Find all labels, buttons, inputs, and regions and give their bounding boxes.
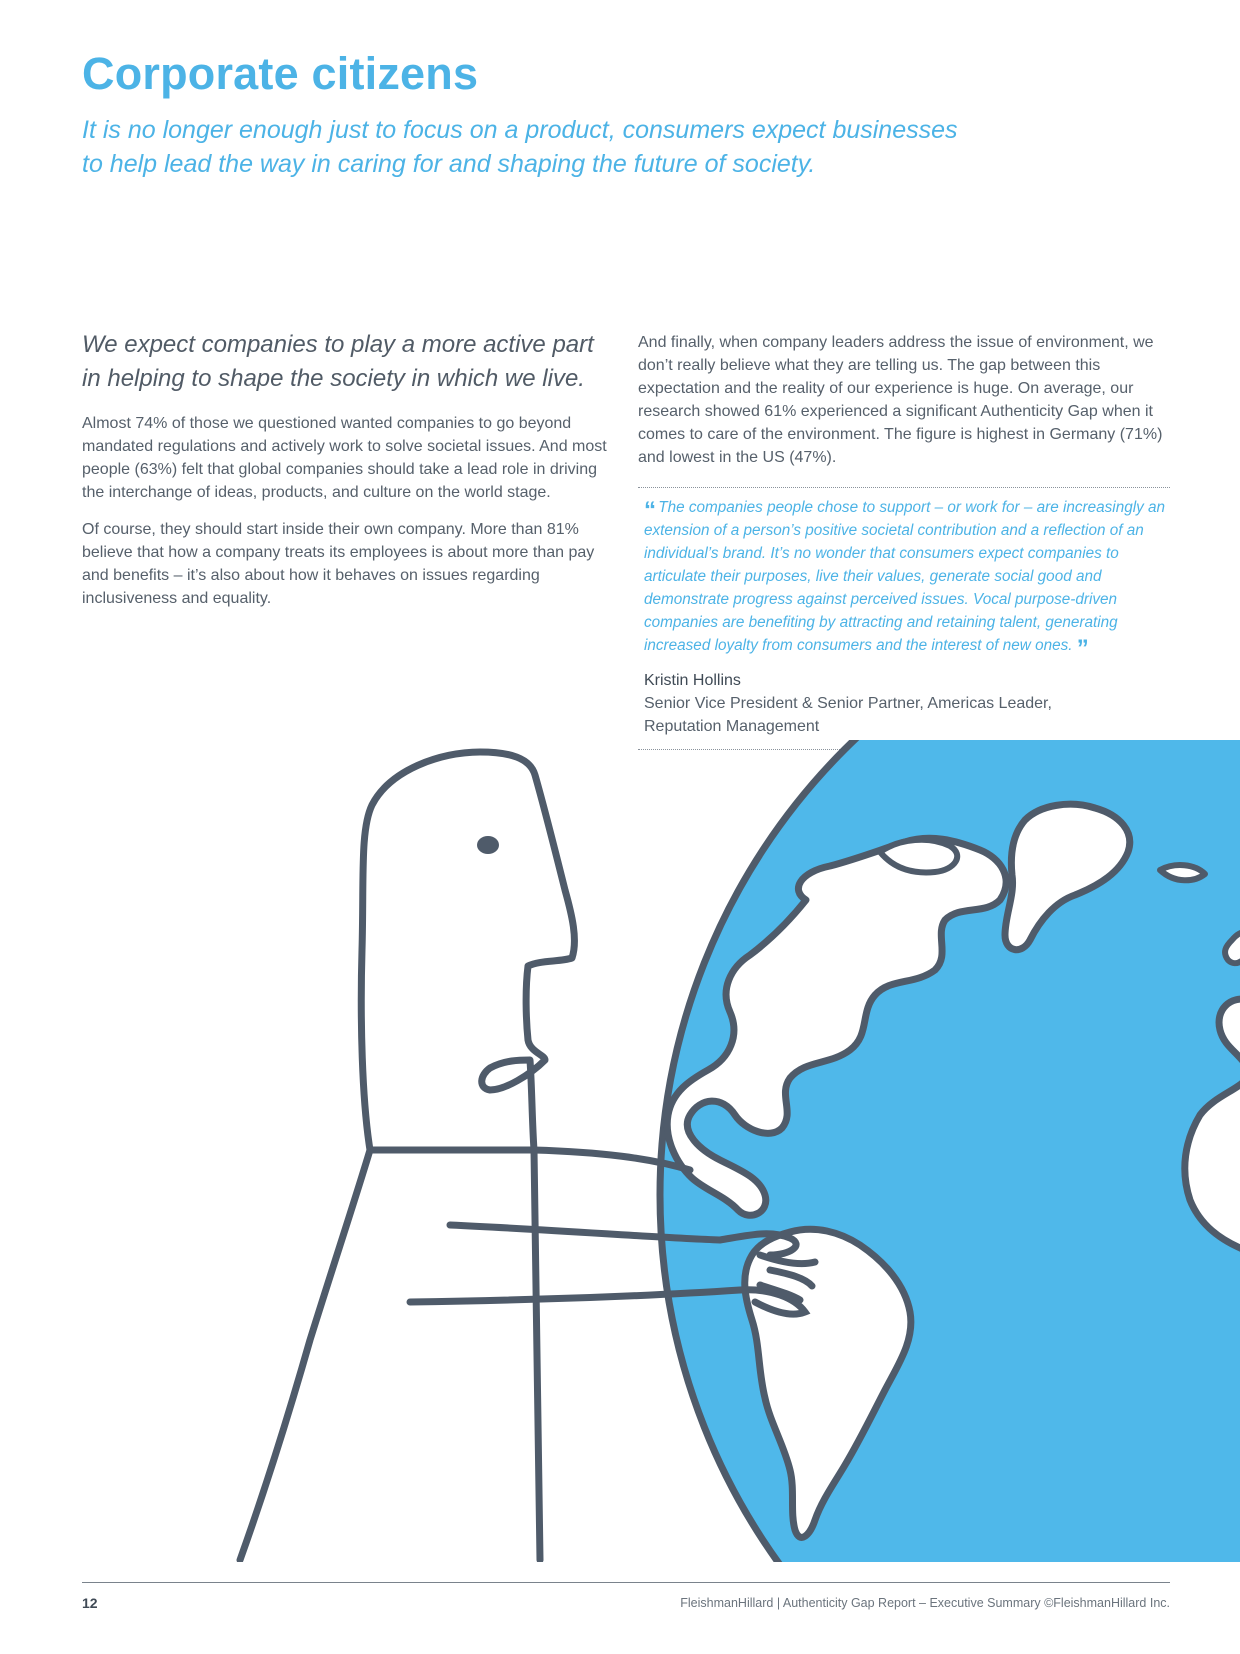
right-paragraph-1: And finally, when company leaders address the issue of environment, we don’t really believe what they are telling us. The gap between this expectation and the reality of our experience is huge. On average, our research showed 61% experienced a significant Authenticity Gap when it comes to care of the environment. The figure is highest in Germany (71%) and lowest in the US (47%). <box>638 334 1163 466</box>
lead-statement: We expect companies to play a more active part in helping to shape the society in which we live. <box>82 331 594 392</box>
footer-text: FleishmanHillard | Authenticity Gap Report – Executive Summary ©FleishmanHillard Inc. <box>680 1596 1170 1610</box>
right-column <box>638 331 1170 469</box>
footer-divider <box>82 1582 1170 1583</box>
person-head-outline <box>361 752 574 1150</box>
pull-quote <box>638 487 1170 750</box>
left-paragraph-2: Of course, they should start inside their own company. More than 81% believe that how a company treats its employees is about more than pay and benefits – it’s also about how it behaves on issues regarding inclusiveness and equality. <box>82 521 595 607</box>
arctic-island-2-landmass <box>1160 865 1205 880</box>
quote-author-title-1: Senior Vice President & Senior Partner, Americas Leader, <box>644 695 1052 712</box>
person-body-outline <box>240 1150 370 1560</box>
close-quote-icon: ” <box>1076 635 1087 662</box>
open-quote-icon: “ <box>644 497 654 524</box>
left-column <box>82 328 612 624</box>
page-subtitle: It is no longer enough just to focus on a product, consumers expect businesses to help lead the way in caring for and shaping the future of society. <box>82 116 958 178</box>
left-paragraph-1: Almost 74% of those we questioned wanted companies to go beyond mandated regulations and actively work to solve societal issues. And most people (63%) felt that global companies should take a lead role in driving the interchange of ideas, products, and culture on the world stage. <box>82 415 607 501</box>
person-torso-line <box>534 1150 540 1560</box>
quote-text-block <box>644 496 1170 662</box>
person-eye-icon <box>477 836 499 854</box>
person-shoulder-line <box>370 1150 690 1170</box>
person-holding-globe-illustration <box>0 740 1240 1562</box>
page-title: Corporate citizens <box>82 48 479 99</box>
quote-text: The companies people chose to support – or work for – are increasingly an extension of a person’s positive societal contribution and a reflection of an individual’s brand. It’s no wonder that consumers expect companies to articulate their purposes, live their values, generate social good and demonstrate progress against perceived issues. Vocal purpose-driven companies are benefiting by attracting and retaining talent, generating increased loyalty from consumers and the interest of new ones. <box>644 499 1166 654</box>
quote-author: Kristin Hollins <box>644 672 741 689</box>
quote-author-title-2: Reputation Management <box>644 718 820 735</box>
page-number: 12 <box>82 1595 98 1611</box>
